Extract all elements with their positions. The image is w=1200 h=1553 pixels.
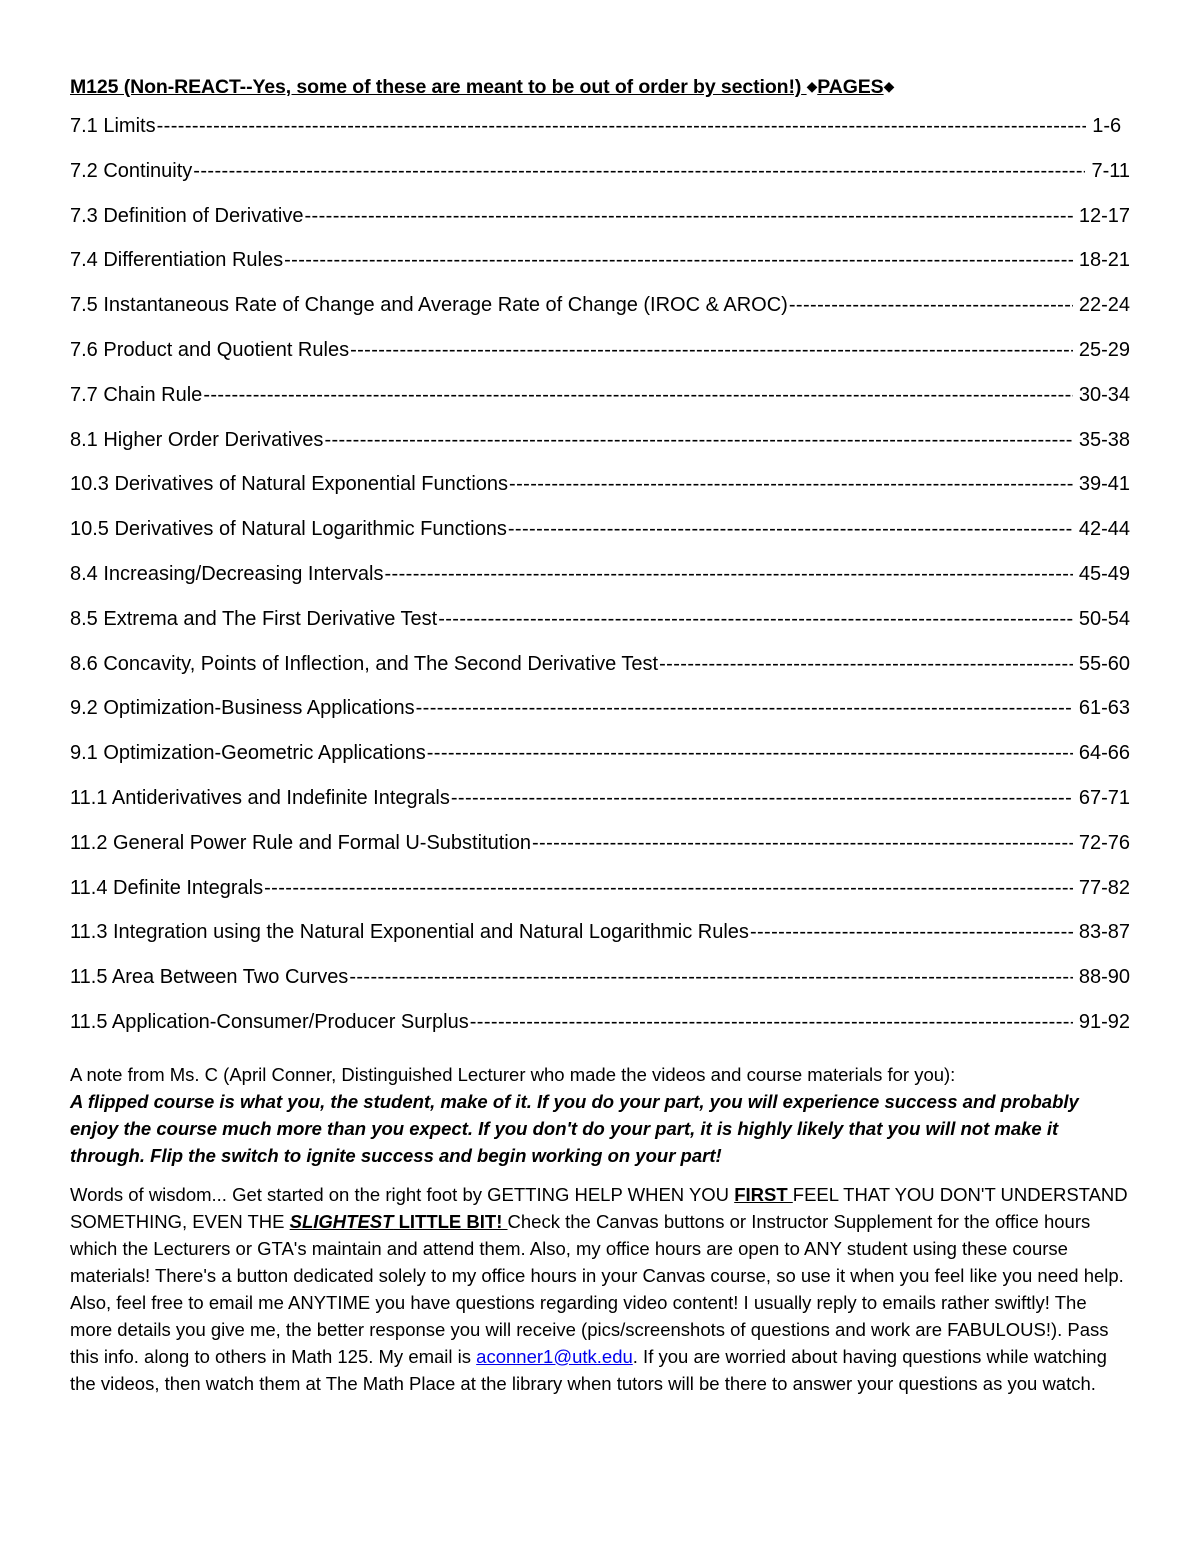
- toc-leader: [349, 965, 1073, 989]
- toc-row: [70, 517, 1130, 562]
- toc-pages: 39-41: [1078, 473, 1130, 496]
- toc-title: 7.4 Differentiation Rules: [70, 249, 284, 272]
- toc-row: [70, 607, 1130, 652]
- toc-leader: [532, 831, 1073, 855]
- toc-title: 7.2 Continuity: [70, 159, 193, 182]
- toc-leader: [324, 428, 1072, 452]
- toc-row: [70, 383, 1130, 428]
- toc-row: [70, 965, 1130, 1010]
- note-intro: A note from Ms. C (April Conner, Distinguished Lecturer who made the videos and course materials for you):: [70, 1063, 956, 1085]
- toc-row: [70, 293, 1130, 338]
- note-italic-text: A flipped course is what you, the student, make of it. If you do your part, you will experience success and probably enjoy the course much more than you expect. If you don't do your part, it is highly likely that you will not make it through. Flip the switch to ignite success and begin working on your part!: [70, 1090, 1079, 1166]
- toc-title: 11.5 Application-Consumer/Producer Surplus: [70, 1010, 469, 1033]
- toc-title: 8.5 Extrema and The First Derivative Test: [70, 607, 438, 630]
- toc-row: [70, 428, 1130, 473]
- toc-title: 11.5 Area Between Two Curves: [70, 966, 349, 989]
- toc-title: 9.1 Optimization-Geometric Applications: [70, 742, 426, 765]
- header-title: M125 (Non-REACT--Yes, some of these are meant to be out of order by section!): [70, 76, 802, 98]
- toc-row: [70, 1010, 1130, 1055]
- toc-pages: 30-34: [1078, 383, 1130, 406]
- toc-row: [70, 696, 1130, 741]
- toc-leader: [416, 696, 1073, 720]
- toc-pages: 35-38: [1078, 428, 1130, 451]
- toc-pages: 55-60: [1078, 652, 1130, 675]
- toc-title: 8.1 Higher Order Derivatives: [70, 428, 324, 451]
- toc-pages: 50-54: [1078, 607, 1130, 630]
- toc-leader: [350, 338, 1073, 362]
- toc-leader: [193, 159, 1085, 183]
- toc-pages: 45-49: [1078, 562, 1130, 585]
- toc-pages: 67-71: [1078, 786, 1130, 809]
- toc-leader: [385, 562, 1073, 586]
- toc-pages: 72-76: [1078, 831, 1130, 854]
- toc-title: 9.2 Optimization-Business Applications: [70, 697, 415, 720]
- toc-leader: [438, 607, 1073, 631]
- toc-title: 8.4 Increasing/Decreasing Intervals: [70, 562, 384, 585]
- toc-title: 11.3 Integration using the Natural Exponential and Natural Logarithmic Rules: [70, 921, 749, 944]
- toc-pages: 88-90: [1078, 966, 1130, 989]
- diamond-icon: ◆: [883, 78, 895, 94]
- toc-title: 7.1 Limits: [70, 115, 156, 137]
- toc-leader: [451, 786, 1073, 810]
- toc-title: 11.4 Definite Integrals: [70, 876, 264, 899]
- document-page: [70, 70, 1130, 1397]
- toc-pages: 42-44: [1078, 518, 1130, 541]
- toc-title: 10.3 Derivatives of Natural Exponential Functions: [70, 473, 509, 496]
- email-link[interactable]: aconner1@utk.edu: [476, 1345, 633, 1367]
- toc-pages: 18-21: [1078, 249, 1130, 272]
- note-from-ms-c: [70, 1061, 1130, 1169]
- wisdom-text-2: FEEL THAT YOU DON'T UNDERSTAND SOMETHING, EVEN THE: [70, 1183, 1128, 1232]
- toc-leader: [509, 472, 1073, 496]
- toc-row: [70, 562, 1130, 607]
- toc-leader: [304, 204, 1072, 228]
- toc-row: [70, 159, 1130, 204]
- wisdom-first: FIRST: [734, 1183, 793, 1205]
- toc-row: [70, 786, 1130, 831]
- toc-pages: 25-29: [1078, 338, 1130, 361]
- toc-leader: [659, 652, 1073, 676]
- wisdom-slightest: SLIGHTEST: [289, 1210, 394, 1232]
- toc-leader: [264, 876, 1073, 900]
- diamond-icon: ◆: [806, 78, 818, 94]
- toc-leader: [470, 1010, 1073, 1034]
- wisdom-text-3: Check the Canvas buttons or Instructor Supplement for the office hours which the Lecturers or GTA's maintain and attend them. Also, my office hours are open to ANY student using these course materials! There's a button dedicated solely to my office hours in your Canvas course, so use it when you feel like you need help. Also, feel free to email me ANYTIME you have questions regarding video content! I usually reply to emails rather swiftly! The more details you give me, the better response you will receive (pics/screenshots of questions and work are FABULOUS!). Pass this info. along to others in Math 125. My email is: [70, 1210, 1124, 1367]
- words-of-wisdom: [70, 1181, 1130, 1397]
- toc-title: 7.3 Definition of Derivative: [70, 204, 304, 227]
- toc-title: 7.6 Product and Quotient Rules: [70, 338, 350, 361]
- toc-pages: 91-92: [1078, 1010, 1130, 1033]
- toc-row: [70, 204, 1130, 249]
- page-header: [70, 70, 1130, 102]
- toc-leader: [427, 741, 1073, 765]
- toc-row: [70, 338, 1130, 383]
- toc-leader: [284, 248, 1073, 272]
- toc-pages: 7-11: [1091, 159, 1130, 182]
- toc-row: [70, 472, 1130, 517]
- toc-row: [70, 741, 1130, 786]
- toc-row: [70, 876, 1130, 921]
- toc-leader: [750, 920, 1073, 944]
- toc-leader: [203, 383, 1073, 407]
- toc-title: 7.7 Chain Rule: [70, 383, 203, 406]
- toc-title: 7.5 Instantaneous Rate of Change and Average Rate of Change (IROC & AROC): [70, 294, 788, 317]
- toc-row: [70, 831, 1130, 876]
- toc-pages: 1-6: [1092, 115, 1122, 137]
- toc-pages: 77-82: [1078, 876, 1130, 899]
- toc-leader: [157, 114, 1087, 138]
- table-of-contents: [70, 114, 1130, 1055]
- wisdom-text-1: Words of wisdom... Get started on the right foot by GETTING HELP WHEN YOU: [70, 1183, 735, 1205]
- toc-row: [70, 652, 1130, 697]
- toc-pages: 12-17: [1078, 204, 1130, 227]
- toc-leader: [789, 293, 1073, 317]
- toc-pages: 64-66: [1078, 742, 1130, 765]
- header-pages-label: PAGES: [817, 76, 884, 98]
- toc-row: [70, 248, 1130, 293]
- toc-title: 8.6 Concavity, Points of Inflection, and The Second Derivative Test: [70, 652, 659, 675]
- toc-pages: 61-63: [1078, 697, 1130, 720]
- toc-row: [70, 920, 1130, 965]
- toc-leader: [508, 517, 1073, 541]
- toc-title: 10.5 Derivatives of Natural Logarithmic Functions: [70, 518, 507, 541]
- wisdom-little-bit: LITTLE BIT!: [393, 1210, 508, 1232]
- toc-title: 11.1 Antiderivatives and Indefinite Integrals: [70, 786, 450, 809]
- toc-row: [70, 114, 1130, 159]
- toc-title: 11.2 General Power Rule and Formal U-Substitution: [70, 831, 531, 854]
- wisdom-text-4: . If you are worried about having questions while watching the videos, then watch them at The Math Place at the library when tutors will be there to answer your questions as you watch.: [70, 1345, 1107, 1394]
- toc-pages: 22-24: [1078, 294, 1130, 317]
- toc-pages: 83-87: [1078, 921, 1130, 944]
